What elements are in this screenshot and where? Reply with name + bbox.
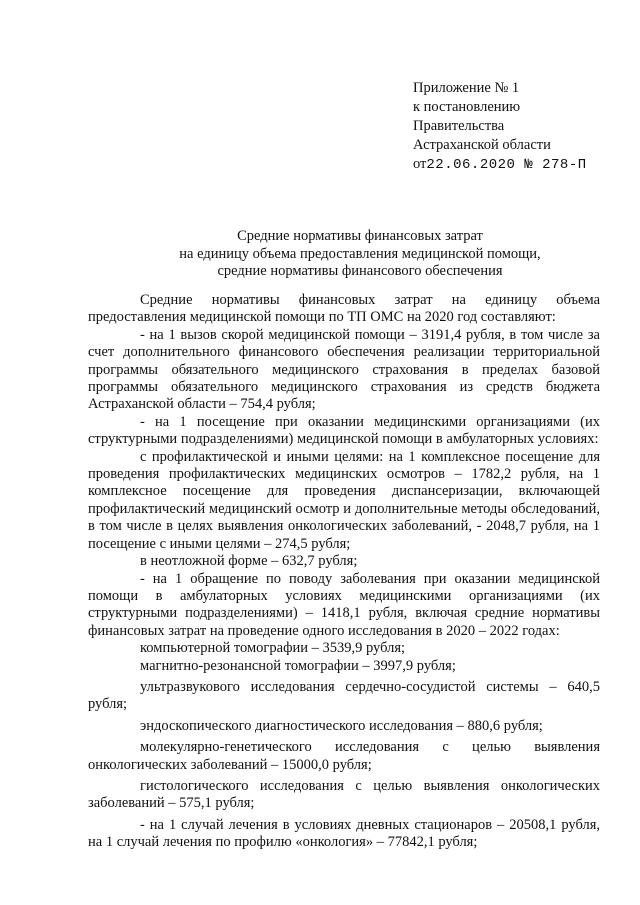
title-line-1: Средние нормативы финансовых затрат [237, 228, 483, 244]
appendix-date-line [413, 155, 587, 175]
paragraph-day-hospital: - на 1 случай лечения в условиях дневных стационаров – 20508,1 рубля, на 1 случай лечения по профилю «онкология» – 77842,1 рубля; [88, 816, 600, 851]
paragraph-ambulance-call: - на 1 вызов скорой медицинской помощи – 3191,4 рубля, в том числе за счет дополнительного финансового обеспечения реализации территориальной программы обязательного медицинского страхования в пределах базовой программы обязательного медицинского страхования из средств бюджета Астраханской области – 754,4 рубля; [88, 326, 600, 413]
paragraph-molecular: молекулярно-генетического исследования с целью выявления онкологических заболеваний – 15000,0 рубля; [88, 739, 600, 773]
paragraph-mri: магнитно-резонансной томографии – 3997,9 рубля; [140, 657, 456, 674]
document-body [88, 292, 600, 852]
paragraph-histology: гистологического исследования с целью выявления онкологических заболеваний – 575,1 рубля; [88, 777, 600, 812]
paragraph-ultrasound: ультразвукового исследования сердечно-сосудистой системы – 640,5 рубля; [88, 678, 600, 713]
title-line-2: на единицу объема предоставления медицинской помощи, [179, 245, 541, 262]
title-line-3: средние нормативы финансового обеспечения [217, 263, 503, 279]
paragraph-urgent: в неотложной форме – 632,7 рубля; [140, 553, 358, 570]
paragraph-ct: компьютерной томографии – 3539,9 рубля; [140, 640, 406, 657]
document-title [60, 228, 640, 281]
paragraph-outpatient-visit: - на 1 посещение при оказании медицинскими организациями (их структурными подразделениями) медицинской помощи в амбулаторных условиях: [88, 413, 600, 448]
paragraph-endoscopy: эндоскопического диагностического исследования – 880,6 рубля; [140, 717, 543, 734]
date-prefix: от [413, 156, 427, 172]
appendix-resolution: к постановлению [413, 99, 521, 115]
appendix-header [413, 79, 587, 175]
appendix-government: Правительства [413, 118, 505, 134]
paragraph-preventive: с профилактической и иными целями: на 1 комплексное посещение для проведения профилактических медицинских осмотров – 1782,2 рубля, на 1 комплексное посещение для проведения диспансеризации, включающей профилактический медицинский осмотр и дополнительные методы обследований, в том числе в целях выявления онкологических заболеваний, - 2048,7 рубля, на 1 посещение с иными целями – 274,5 рубля; [88, 448, 600, 552]
paragraph-intro: Средние нормативы финансовых затрат на единицу объема предоставления медицинской помощи по ТП ОМС на 2020 год составляют: [88, 292, 600, 326]
date-stamp: 22.06.2020 № 278-П [426, 157, 587, 173]
appendix-region: Астраханской области [413, 137, 551, 153]
appendix-number: Приложение № 1 [413, 80, 520, 96]
paragraph-disease-visit: - на 1 обращение по поводу заболевания при оказании медицинской помощи в амбулаторных условиях медицинскими организациями (их структурными подразделениями) – 1418,1 рубля, включая средние нормативы финансовых затрат на проведение одного исследования в 2020 – 2022 годах: [88, 570, 600, 639]
